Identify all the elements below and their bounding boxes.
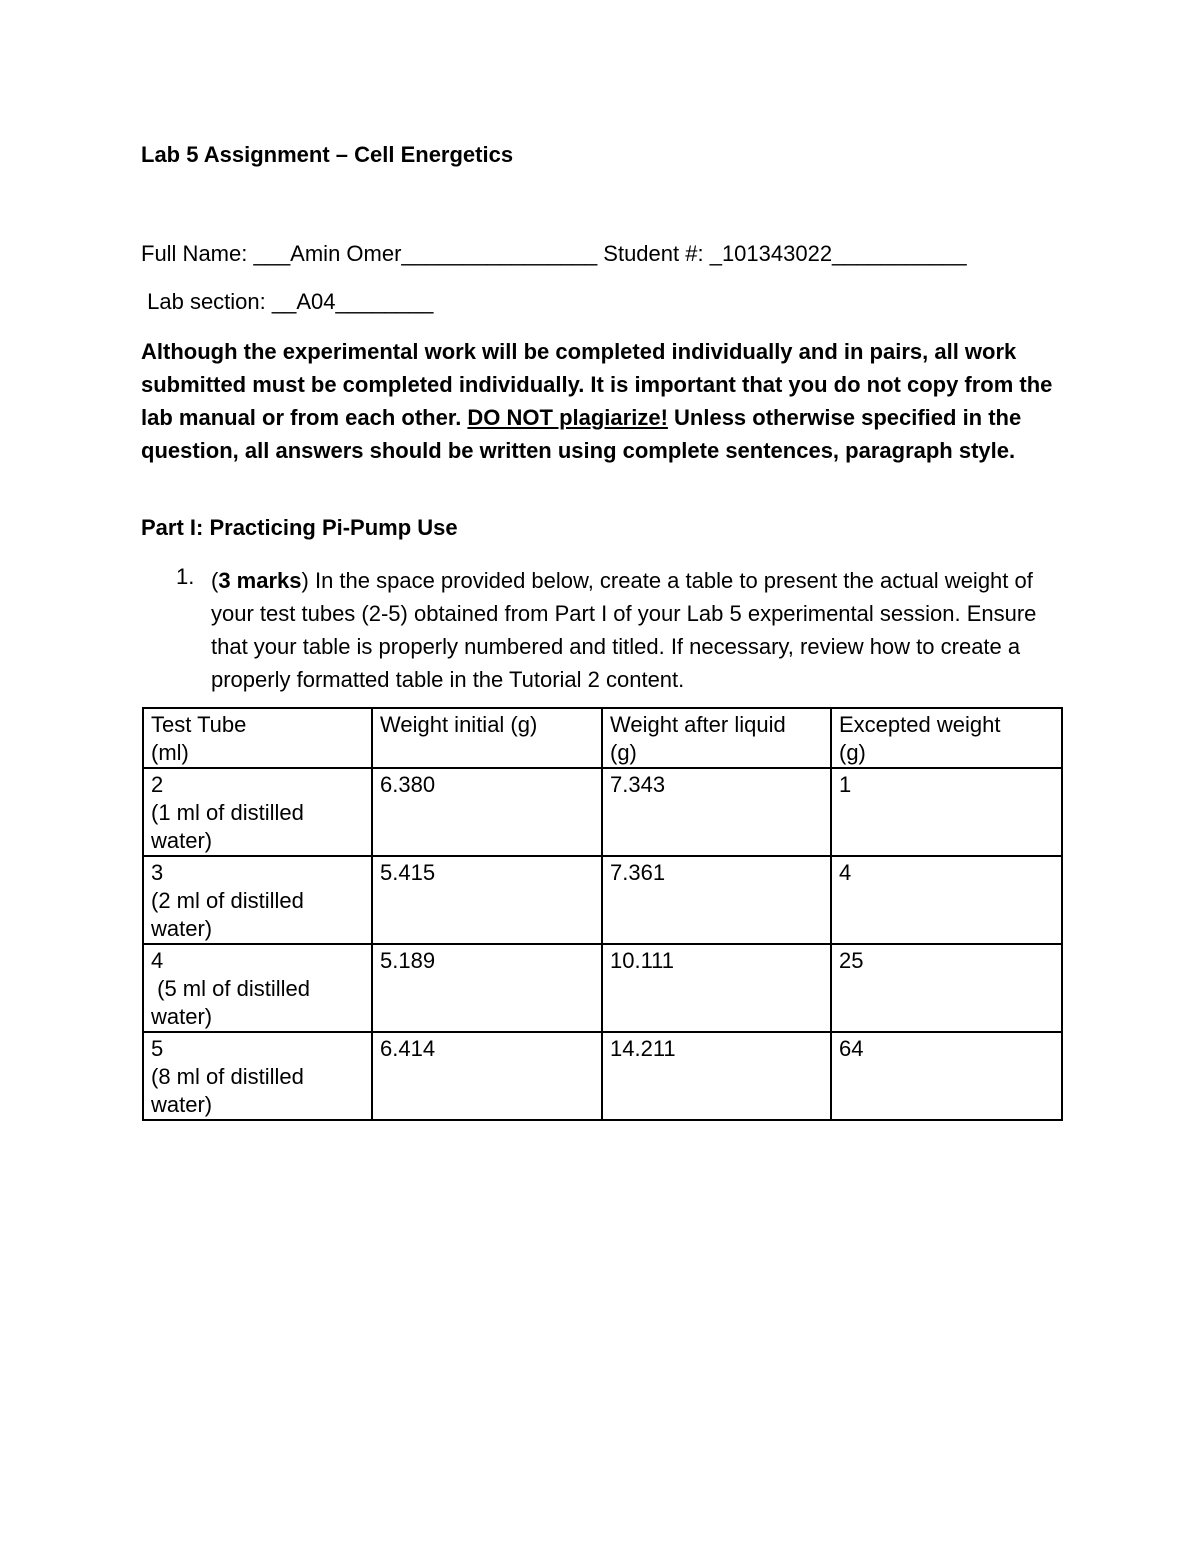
question-number: 1.	[176, 564, 195, 589]
question-text	[211, 564, 1061, 696]
cell-initial: 5.189	[372, 944, 602, 1032]
header-weight-initial: Weight initial (g)	[372, 708, 602, 768]
full-name-student-number-line: Full Name: ___Amin Omer________________ Student #: _101343022___________	[141, 241, 967, 266]
cell-tube: 2 (1 ml of distilled water)	[143, 768, 372, 856]
cell-initial: 5.415	[372, 856, 602, 944]
cell-after: 14.211	[602, 1032, 831, 1120]
table-row	[143, 856, 1062, 944]
header-test-tube: Test Tube (ml)	[143, 708, 372, 768]
cell-expected: 1	[831, 768, 1062, 856]
plagiarism-notice	[141, 335, 1071, 467]
cell-tube: 4 (5 ml of distilled water)	[143, 944, 372, 1032]
notice-text-part2: Unless otherwise specified in the question, all answers should be written using complete sentences, paragraph style.	[141, 405, 1022, 463]
header-weight-after-liquid: Weight after liquid (g)	[602, 708, 831, 768]
cell-tube: 5 (8 ml of distilled water)	[143, 1032, 372, 1120]
cell-initial: 6.414	[372, 1032, 602, 1120]
table-row	[143, 768, 1062, 856]
part-heading: Part I: Practicing Pi-Pump Use	[141, 515, 458, 540]
table-row	[143, 1032, 1062, 1120]
question-open-paren: (	[211, 568, 219, 593]
question-body: ) In the space provided below, create a table to present the actual weight of your test tubes (2-5) obtained from Part I of your Lab 5 experimental session. Ensure that your table is properly numbered and titled. If necessary, review how to create a properly formatted table in the Tutorial 2 content.	[211, 568, 1037, 692]
cell-expected: 4	[831, 856, 1062, 944]
cell-expected: 25	[831, 944, 1062, 1032]
lab-section-line	[141, 289, 433, 315]
cell-expected: 64	[831, 1032, 1062, 1120]
lab-section-text: Lab section: __A04________	[147, 289, 434, 314]
notice-text-part1: Although the experimental work will be completed individually and in pairs, all work submitted must be completed individually. It is important that you do not copy from the lab manual or from each other.	[141, 339, 1053, 430]
header-expected-weight: Excepted weight (g)	[831, 708, 1062, 768]
document-title: Lab 5 Assignment – Cell Energetics	[141, 142, 514, 167]
table-row	[143, 944, 1062, 1032]
cell-after: 7.361	[602, 856, 831, 944]
table-header-row	[143, 708, 1062, 768]
cell-after: 7.343	[602, 768, 831, 856]
cell-tube: 3 (2 ml of distilled water)	[143, 856, 372, 944]
test-tube-weight-table	[142, 707, 1063, 1121]
question-marks: 3 marks	[218, 568, 302, 593]
cell-after: 10.111	[602, 944, 831, 1032]
notice-underlined-warning: DO NOT plagiarize!	[467, 405, 668, 430]
cell-initial: 6.380	[372, 768, 602, 856]
